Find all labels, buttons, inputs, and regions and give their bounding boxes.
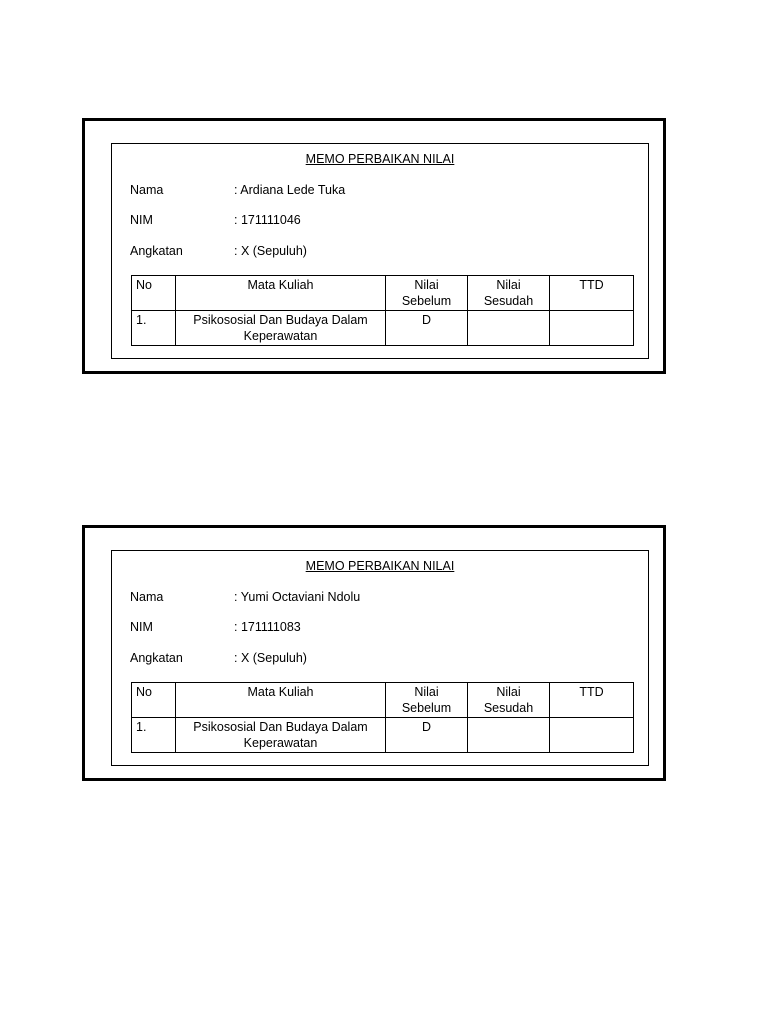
memo-title: MEMO PERBAIKAN NILAI — [305, 559, 455, 573]
nim-label: NIM — [130, 620, 153, 634]
nim-value: : 171111046 — [234, 213, 301, 227]
header-mata-kuliah: Mata Kuliah — [176, 276, 386, 311]
nama-label: Nama — [130, 183, 164, 197]
header-nilai-sebelum: Nilai Sebelum — [386, 683, 468, 718]
nim-label: NIM — [130, 213, 153, 227]
nim-row — [130, 620, 301, 634]
angkatan-label: Angkatan — [130, 651, 183, 665]
angkatan-value: : X (Sepuluh) — [234, 244, 307, 258]
header-no: No — [132, 683, 176, 718]
nim-value: : 171111083 — [234, 620, 301, 634]
header-no: No — [132, 276, 176, 311]
memo-card-2 — [82, 525, 666, 781]
cell-no: 1. — [132, 311, 176, 346]
nama-label: Nama — [130, 590, 164, 604]
cell-mata-kuliah: Psikososial Dan Budaya Dalam Keperawatan — [176, 718, 386, 753]
header-mata-kuliah: Mata Kuliah — [176, 683, 386, 718]
cell-nilai-sesudah — [468, 718, 550, 753]
nama-value: : Ardiana Lede Tuka — [234, 183, 346, 197]
memo-title: MEMO PERBAIKAN NILAI — [305, 152, 455, 166]
cell-nilai-sebelum: D — [386, 718, 468, 753]
nim-row — [130, 213, 301, 227]
cell-nilai-sebelum: D — [386, 311, 468, 346]
header-nilai-sebelum: Nilai Sebelum — [386, 276, 468, 311]
cell-ttd — [550, 311, 634, 346]
cell-nilai-sesudah — [468, 311, 550, 346]
cell-ttd — [550, 718, 634, 753]
grade-table — [131, 682, 634, 753]
angkatan-value: : X (Sepuluh) — [234, 651, 307, 665]
cell-no: 1. — [132, 718, 176, 753]
table-row — [132, 311, 634, 346]
header-nilai-sesudah: Nilai Sesudah — [468, 683, 550, 718]
nama-value: : Yumi Octaviani Ndolu — [234, 590, 361, 604]
nama-row — [130, 590, 360, 604]
angkatan-label: Angkatan — [130, 244, 183, 258]
grade-table — [131, 275, 634, 346]
nama-row — [130, 183, 345, 197]
header-ttd: TTD — [550, 276, 634, 311]
table-header-row — [132, 276, 634, 311]
table-row — [132, 718, 634, 753]
memo-inner-frame — [111, 550, 649, 766]
angkatan-row — [130, 244, 307, 258]
table-header-row — [132, 683, 634, 718]
header-nilai-sesudah: Nilai Sesudah — [468, 276, 550, 311]
memo-inner-frame — [111, 143, 649, 359]
angkatan-row — [130, 651, 307, 665]
cell-mata-kuliah: Psikososial Dan Budaya Dalam Keperawatan — [176, 311, 386, 346]
header-ttd: TTD — [550, 683, 634, 718]
memo-card-1 — [82, 118, 666, 374]
